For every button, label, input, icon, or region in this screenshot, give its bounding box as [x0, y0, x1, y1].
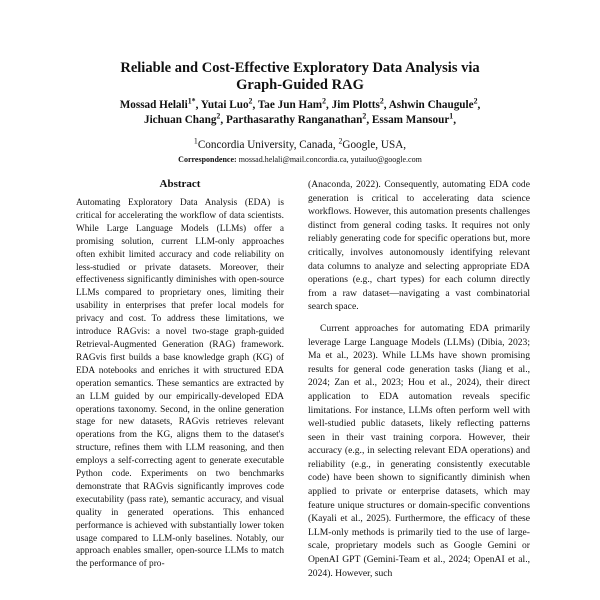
author: Essam Mansour$^1$: [371, 111, 454, 126]
author: Mossad Helali$^{1*}$: [119, 96, 196, 111]
author: Parthasarathy Ranganathan$^2$: [225, 111, 367, 126]
affiliations: $^1$Concordia University, Canada, $^2$Google, USA,: [193, 136, 407, 151]
correspondence-emails: mossad.helali@mail.concordia.ca, yutailuo@google.com: [238, 155, 422, 164]
affiliation-1: Concordia University, Canada,: [197, 139, 336, 151]
paper-title: [0, 60, 600, 94]
author-list: Mossad Helali$^{1*}$, Yutai Luo$^2$, Tae Jun Ham$^2$, Jim Plotts$^2$, Ashwin Chaugule$^2$, Jichuan Chang$^2$, Parthasarathy Ranganathan$^2$, Essam Mansour$^1$,: [119, 96, 481, 126]
author: Jichuan Chang$^2$: [143, 111, 221, 126]
author: Jim Plotts$^2$: [331, 96, 384, 111]
abstract-heading: Abstract: [159, 178, 201, 190]
right-column: [308, 178, 530, 588]
correspondence-label: Correspondence:: [178, 155, 237, 164]
abstract-body: Automating Exploratory Data Analysis (EDA) is critical for accelerating the workflow of data scientists. While Large Language Models (LLMs) offer a promising solution, current LLM-only approaches often exhibit limited accuracy and code reliability on less-studied or private datasets. Moreover, their effectiveness significantly diminishes with open-source LLMs compared to proprietary ones, limiting their usability in enterprises that prefer local models for privacy and cost. To address these limitations, we introduce RAGvis: a novel two-stage graph-guided Retrieval-Augmented Generation (RAG) framework. RAGvis first builds a base knowledge graph (KG) of EDA notebooks and enriches it with structured EDA operation semantics. These semantics are extracted by an LLM guided by our empirically-developed EDA operations taxonomy. Second, in the online generation stage for new datasets, RAGvis retrieves relevant operations from the KG, aligns them to the dataset's structure, refines them with LLM reasoning, and then employs a self-correcting agent to generate executable Python code. Experiments on two benchmarks demonstrate that RAGvis significantly improves code executability (pass rate), semantic accuracy, and visual quality in generated operations. This enhanced performance is achieved with substantially lower token usage compared to LLM-only baselines. Notably, our approach enables smaller, open-source LLMs to match the performance of pro-: [76, 198, 284, 570]
correspondence: [0, 155, 600, 165]
paper-title-line-1: Reliable and Cost-Effective Exploratory Data Analysis via: [120, 60, 480, 76]
paragraph: (Anaconda, 2022). Consequently, automating EDA code generation is critical to accelerating data science workflows. However, this automation presents challenges distinct from general coding tasks. It requires not only reliably generating code for specific operations but, more critically, involves autonomously identifying relevant data columns to analyze and selecting appropriate EDA operations (e.g., chart types) for each column directly from a raw dataset—navigating a vast combinatorial search space.: [308, 179, 530, 313]
author: Ashwin Chaugule$^2$: [388, 96, 478, 111]
affiliation-2: Google, USA,: [342, 139, 407, 151]
paper-title-line-2: Graph-Guided RAG: [236, 77, 364, 93]
paragraph: Current approaches for automating EDA primarily leverage Large Language Models (LLMs) (Dibia, 2023; Ma et al., 2023). While LLMs have shown promising results for general code generation tasks (Jiang et al., 2024; Zan et al., 2023; Hou et al., 2024), their direct application to EDA automation reveals specific limitations. For instance, LLMs often perform well with well-studied public datasets, likely reflecting patterns seen in their vast training corpora. However, their accuracy (e.g., in selecting relevant EDA operations) and reliability (e.g., in generating consistently executable code) have been shown to significantly diminish when applied to private or enterprise datasets, which may feature unique structures or domain-specific conventions (Kayali et al., 2025). Furthermore, the efficacy of these LLM-only methods is primarily tied to the use of large-scale, proprietary models such as Google Gemini or OpenAI GPT (Gemini-Team et al., 2024; OpenAI et al., 2024). However, such: [308, 322, 530, 579]
author: Tae Jun Ham$^2$: [257, 96, 327, 111]
author: Yutai Luo$^2$: [200, 96, 253, 111]
